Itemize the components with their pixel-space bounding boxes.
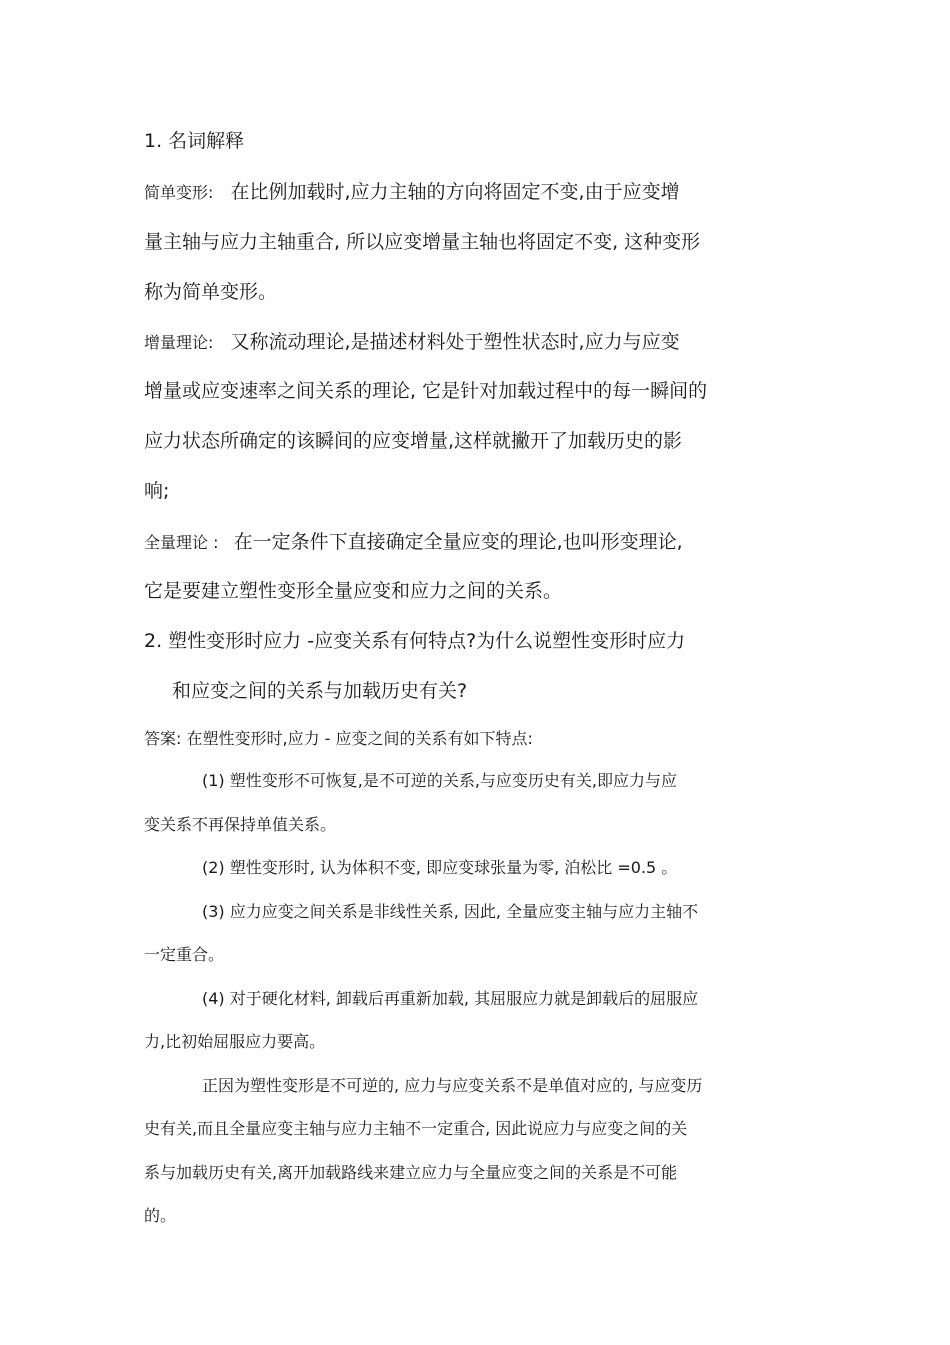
point-3-line-1: (3) 应力应变之间关系是非线性关系, 因此, 全量应变主轴与应力主轴不	[202, 902, 699, 921]
incremental-theory-line-3: 应力状态所确定的该瞬间的应变增量,这样就撇开了加载历史的影	[144, 430, 683, 452]
point-4-line-1: (4) 对于硬化材料, 卸载后再重新加载, 其屈服应力就是卸载后的屈服应	[202, 989, 699, 1008]
answer-intro: 答案: 在塑性变形时,应力 - 应变之间的关系有如下特点:	[144, 729, 533, 748]
point-1-line-1: (1) 塑性变形不可恢复,是不可逆的关系,与应变历史有关,即应力与应	[202, 771, 678, 790]
point-3-line-2: 一定重合。	[144, 945, 225, 964]
question-2-line-2: 和应变之间的关系与加载历史有关?	[172, 680, 468, 702]
point-2: (2) 塑性变形时, 认为体积不变, 即应变球张量为零, 泊松比 =0.5 。	[202, 858, 678, 877]
simple-deformation-text: 在比例加载时,应力主轴的方向将固定不变,由于应变增	[230, 181, 680, 203]
incremental-theory-text: 又称流动理论,是描述材料处于塑性状态时,应力与应变	[230, 331, 680, 353]
section-1-heading: 1. 名词解释	[144, 130, 245, 152]
total-theory-term: 全量理论 :	[144, 533, 219, 552]
total-theory-text: 在一定条件下直接确定全量应变的理论,也叫形变理论,	[233, 531, 683, 553]
point-4-line-2: 力,比初始屈服应力要高。	[144, 1032, 326, 1051]
simple-deformation-line-2: 量主轴与应力主轴重合, 所以应变增量主轴也将固定不变, 这种变形	[144, 231, 701, 253]
simple-deformation-term: 简单变形:	[144, 183, 214, 202]
question-2-line-1: 2. 塑性变形时应力 -应变关系有何特点?为什么说塑性变形时应力	[144, 630, 686, 652]
incremental-theory-line-1	[144, 333, 680, 352]
conclusion-line-4: 的。	[144, 1206, 177, 1225]
point-1-line-2: 变关系不再保持单值关系。	[144, 815, 337, 834]
incremental-theory-line-2: 增量或应变速率之间关系的理论, 它是针对加载过程中的每一瞬间的	[144, 380, 708, 402]
total-theory-line-1	[144, 533, 683, 552]
simple-deformation-line-3: 称为简单变形。	[144, 281, 278, 303]
conclusion-line-1: 正因为塑性变形是不可逆的, 应力与应变关系不是单值对应的, 与应变历	[202, 1076, 703, 1095]
conclusion-line-3: 系与加载历史有关,离开加载路线来建立应力与全量应变之间的关系是不可能	[144, 1163, 678, 1182]
conclusion-line-2: 史有关,而且全量应变主轴与应力主轴不一定重合, 因此说应力与应变之间的关	[144, 1119, 688, 1138]
incremental-theory-line-4: 响;	[144, 480, 170, 502]
incremental-theory-term: 增量理论:	[144, 333, 214, 352]
simple-deformation-line-1	[144, 183, 680, 202]
total-theory-line-2: 它是要建立塑性变形全量应变和应力之间的关系。	[144, 580, 563, 602]
